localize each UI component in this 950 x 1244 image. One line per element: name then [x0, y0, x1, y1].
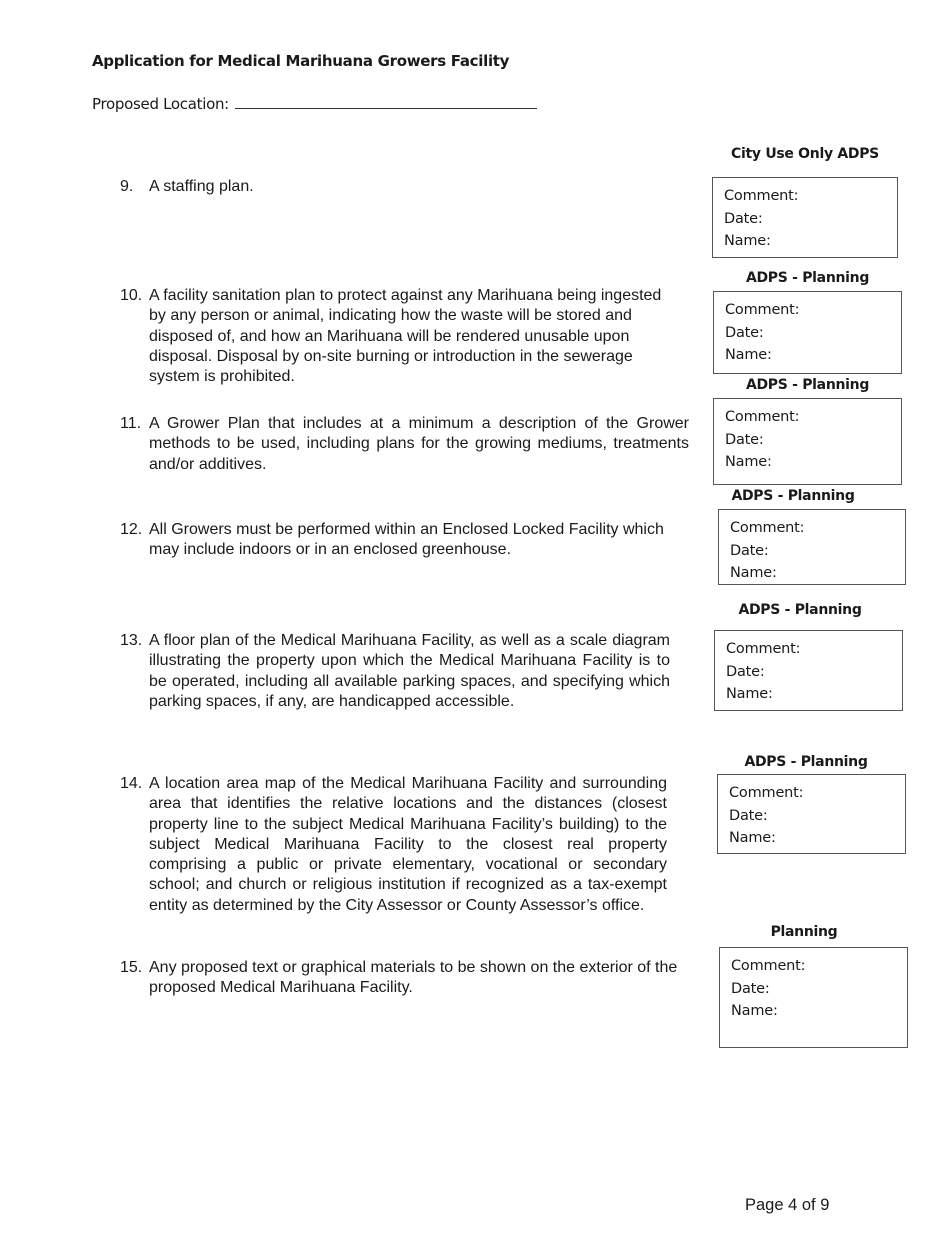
item-number: 10. — [120, 287, 143, 304]
review-box-3[interactable] — [713, 398, 902, 485]
proposed-location-label: Proposed Location: — [92, 95, 229, 113]
date-label: Date: — [725, 324, 764, 341]
date-label: Date: — [729, 807, 768, 824]
comment-label: Comment: — [726, 641, 801, 657]
comment-label: Comment: — [724, 188, 799, 204]
review-box-label: ADPS - Planning — [744, 754, 868, 770]
item-number: 11. — [120, 415, 142, 432]
comment-label: Comment: — [725, 409, 800, 425]
item-number: 9. — [120, 178, 134, 195]
item-text: A location area map of the Medical Marihuana Facility and surrounding area that identifies the relative locations and the distances (closest property line to the subject Medical Marihuana Facility’s building) to the subject Medical Marihuana Facility to the closest real property comprising a public or private elementary, vocational or secondary school; and church or religious institution if recognized as a tax-exempt entity as determined by the City Assessor or County Assessor’s office. — [149, 775, 667, 914]
review-box-label: ADPS - Planning — [745, 377, 870, 393]
date-label: Date: — [724, 210, 763, 227]
item-text: All Growers must be performed within an Enclosed Locked Facility which may include indoors or in an enclosed greenhouse. — [149, 521, 664, 559]
date-label: Date: — [730, 542, 769, 559]
page-title: Application for Medical Marihuana Growers Facility — [92, 52, 510, 70]
name-label: Name: — [724, 233, 771, 250]
item-number: 12. — [120, 521, 143, 538]
item-text: Any proposed text or graphical materials to be shown on the exterior of the proposed Medical Marihuana Facility. — [149, 959, 678, 997]
comment-label: Comment: — [725, 302, 800, 318]
name-label: Name: — [725, 454, 772, 471]
proposed-location-field — [92, 94, 537, 113]
review-box-label: City Use Only ADPS — [731, 146, 879, 162]
review-box-2[interactable] — [713, 291, 902, 374]
review-box-label: Planning — [770, 924, 838, 940]
name-label: Name: — [730, 565, 777, 582]
name-label: Name: — [726, 686, 773, 703]
item-text: A facility sanitation plan to protect against any Marihuana being ingested by any person or animal, indicating how the waste will be stored and disposed of, and how an Marihuana will be rendered unusable upon disposal. Disposal by on-site burning or introduction in the sewerage system is prohibited. — [149, 287, 662, 386]
date-label: Date: — [731, 980, 770, 997]
review-box-label: ADPS - Planning — [745, 270, 870, 286]
name-label: Name: — [725, 347, 772, 364]
comment-label: Comment: — [729, 785, 804, 801]
review-box-6[interactable] — [717, 774, 906, 854]
name-label: Name: — [729, 830, 776, 847]
item-text: A Grower Plan that includes at a minimum a description of the Grower methods to be used, including plans for the growing mediums, treatments and/or additives. — [149, 415, 689, 473]
review-box-1[interactable] — [712, 177, 898, 258]
comment-label: Comment: — [731, 958, 806, 974]
item-number: 13. — [120, 632, 143, 649]
item-number: 14. — [120, 775, 143, 792]
proposed-location-blank[interactable] — [235, 94, 537, 109]
item-number: 15. — [120, 959, 143, 976]
review-box-label: ADPS - Planning — [738, 602, 862, 618]
review-box-label: ADPS - Planning — [731, 488, 855, 504]
item-text: A staffing plan. — [149, 178, 254, 195]
comment-label: Comment: — [730, 520, 805, 536]
date-label: Date: — [725, 431, 764, 448]
name-label: Name: — [731, 1003, 778, 1020]
date-label: Date: — [726, 663, 765, 680]
item-text: A floor plan of the Medical Marihuana Facility, as well as a scale diagram illustrating the property upon which the Medical Marihuana Facility is to be operated, including all available parking spaces, and specifying which parking spaces, if any, are handicapped accessible. — [149, 632, 670, 710]
review-box-4[interactable] — [718, 509, 906, 585]
page-number: Page 4 of 9 — [745, 1196, 830, 1214]
review-box-7[interactable] — [719, 947, 908, 1048]
review-box-5[interactable] — [714, 630, 903, 711]
